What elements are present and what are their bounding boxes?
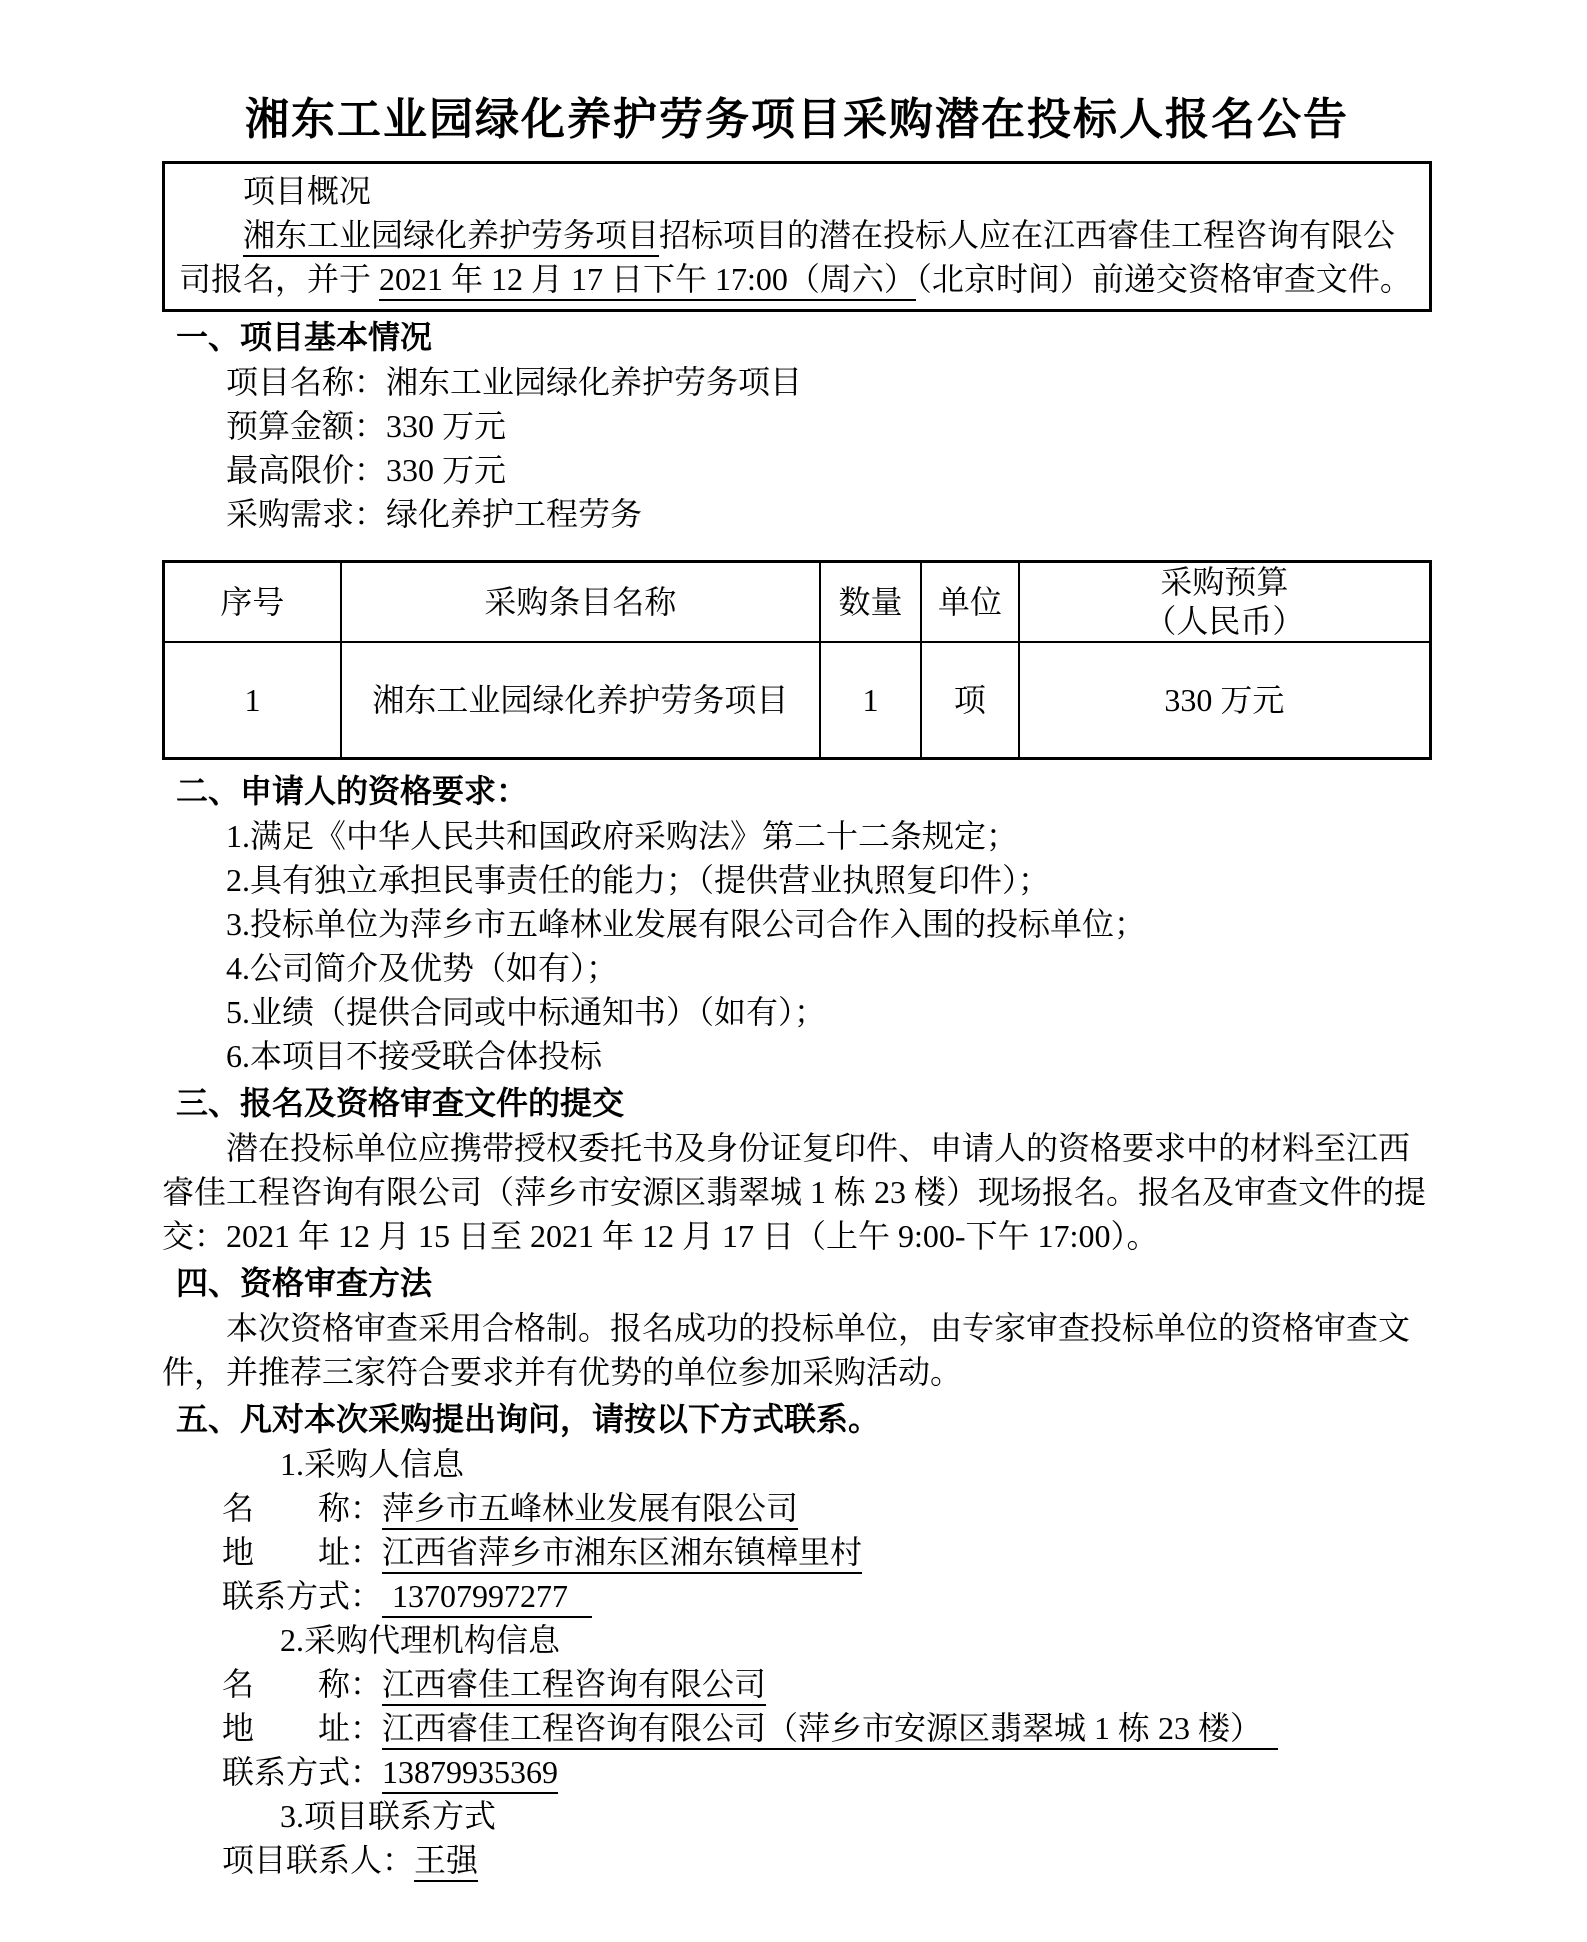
col-header-qty: 数量 — [820, 562, 921, 643]
col-header-no: 序号 — [164, 562, 341, 643]
col-header-budget-line2: （人民币） — [1144, 603, 1305, 639]
document-title: 湘东工业园绿化养护劳务项目采购潜在投标人报名公告 — [245, 95, 1349, 144]
section3-heading: 三、报名及资格审查文件的提交 — [176, 1085, 625, 1121]
agency-address-value: 江西睿佳工程咨询有限公司（萍乡市安源区翡翠城 1 栋 23 楼） — [382, 1710, 1278, 1750]
cell-unit: 项 — [921, 642, 1019, 759]
agency-phone-label: 联系方式： — [222, 1754, 383, 1790]
purchaser-address-line — [222, 1530, 1432, 1574]
section2-heading: 二、申请人的资格要求： — [176, 773, 529, 809]
section4-heading: 四、资格审查方法 — [176, 1265, 433, 1301]
agency-phone-line — [222, 1750, 1432, 1794]
overview-box — [162, 161, 1432, 312]
section4-body: 本次资格审查采用合格制。报名成功的投标单位，由专家审查投标单位的资格审查文件，并推荐三家符合要求并有优势的单位参加采购活动。 — [162, 1310, 1411, 1390]
cell-budget: 330 万元 — [1019, 642, 1431, 759]
qualification-item-3: 3.投标单位为萍乡市五峰林业发展有限公司合作入围的投标单位； — [226, 906, 1147, 942]
agency-info-subheading: 2.采购代理机构信息 — [280, 1622, 561, 1658]
agency-address-line — [222, 1706, 1432, 1750]
agency-phone-value: 13879935369 — [382, 1754, 558, 1794]
overview-paragraph — [179, 213, 1415, 301]
overview-deadline-underlined: 2021 年 12 月 17 日下午 17:00（周六） — [379, 261, 916, 301]
project-contact-line — [222, 1838, 1432, 1882]
agency-address-label: 地 址： — [222, 1710, 383, 1746]
purchaser-address-value: 江西省萍乡市湘东区湘东镇樟里村 — [382, 1534, 862, 1574]
project-contact-subheading: 3.项目联系方式 — [280, 1798, 497, 1834]
cell-qty: 1 — [820, 642, 921, 759]
qualification-item-6: 6.本项目不接受联合体投标 — [226, 1038, 603, 1074]
procurement-table — [162, 560, 1432, 760]
agency-name-label: 名 称： — [222, 1666, 383, 1702]
max-price-line: 最高限价：330 万元 — [226, 452, 507, 488]
purchaser-name-line — [222, 1486, 1432, 1530]
overview-label: 项目概况 — [243, 173, 372, 209]
col-header-name: 采购条目名称 — [341, 562, 820, 643]
overview-project-name-underlined: 湘东工业园绿化养护劳务项目 — [243, 217, 659, 257]
purchaser-name-label: 名 称： — [222, 1490, 383, 1526]
project-name-line: 项目名称：湘东工业园绿化养护劳务项目 — [226, 364, 803, 400]
table-row — [164, 642, 1431, 759]
qualification-item-4: 4.公司简介及优势（如有）； — [226, 950, 619, 986]
col-header-budget-line1: 采购预算 — [1160, 564, 1289, 600]
col-header-budget — [1019, 562, 1431, 643]
purchaser-name-value: 萍乡市五峰林业发展有限公司 — [382, 1490, 798, 1530]
qualification-item-2: 2.具有独立承担民事责任的能力；（提供营业执照复印件）； — [226, 862, 1051, 898]
agency-name-line — [222, 1662, 1432, 1706]
procurement-demand-line: 采购需求：绿化养护工程劳务 — [226, 496, 643, 532]
purchaser-info-subheading: 1.采购人信息 — [280, 1446, 465, 1482]
cell-no: 1 — [164, 642, 341, 759]
purchaser-phone-line — [222, 1574, 1432, 1618]
overview-text-tail: （北京时间）前递交资格审查文件。 — [915, 261, 1412, 297]
cell-name: 湘东工业园绿化养护劳务项目 — [341, 642, 820, 759]
purchaser-phone-label: 联系方式： — [222, 1578, 383, 1614]
section1-heading: 一、项目基本情况 — [176, 319, 433, 355]
qualification-item-1: 1.满足《中华人民共和国政府采购法》第二十二条规定； — [226, 818, 1019, 854]
section5-heading: 五、凡对本次采购提出询问，请按以下方式联系。 — [176, 1401, 881, 1437]
budget-amount-line: 预算金额：330 万元 — [226, 408, 507, 444]
col-header-unit: 单位 — [921, 562, 1019, 643]
qualification-item-5: 5.业绩（提供合同或中标通知书）（如有）； — [226, 994, 827, 1030]
table-header-row — [164, 562, 1431, 643]
purchaser-address-label: 地 址： — [222, 1534, 383, 1570]
agency-name-value: 江西睿佳工程咨询有限公司 — [382, 1666, 766, 1706]
purchaser-phone-value: 13707997277 — [382, 1578, 592, 1618]
project-contact-label: 项目联系人： — [222, 1842, 415, 1878]
overview-text-mid: 招标项目的潜在投标人应在江西睿佳工程咨询有限公司报名，并于 — [179, 217, 1396, 297]
section3-body: 潜在投标单位应携带授权委托书及身份证复印件、申请人的资格要求中的材料至江西睿佳工程咨询有限公司（萍乡市安源区翡翠城 1 栋 23 楼）现场报名。报名及审查文件的提交：2021 年 12 月 15 日至 2021 年 12 月 17 日（上午 9:00-下午 17:00）。 — [162, 1130, 1427, 1254]
project-contact-value: 王强 — [414, 1842, 478, 1882]
